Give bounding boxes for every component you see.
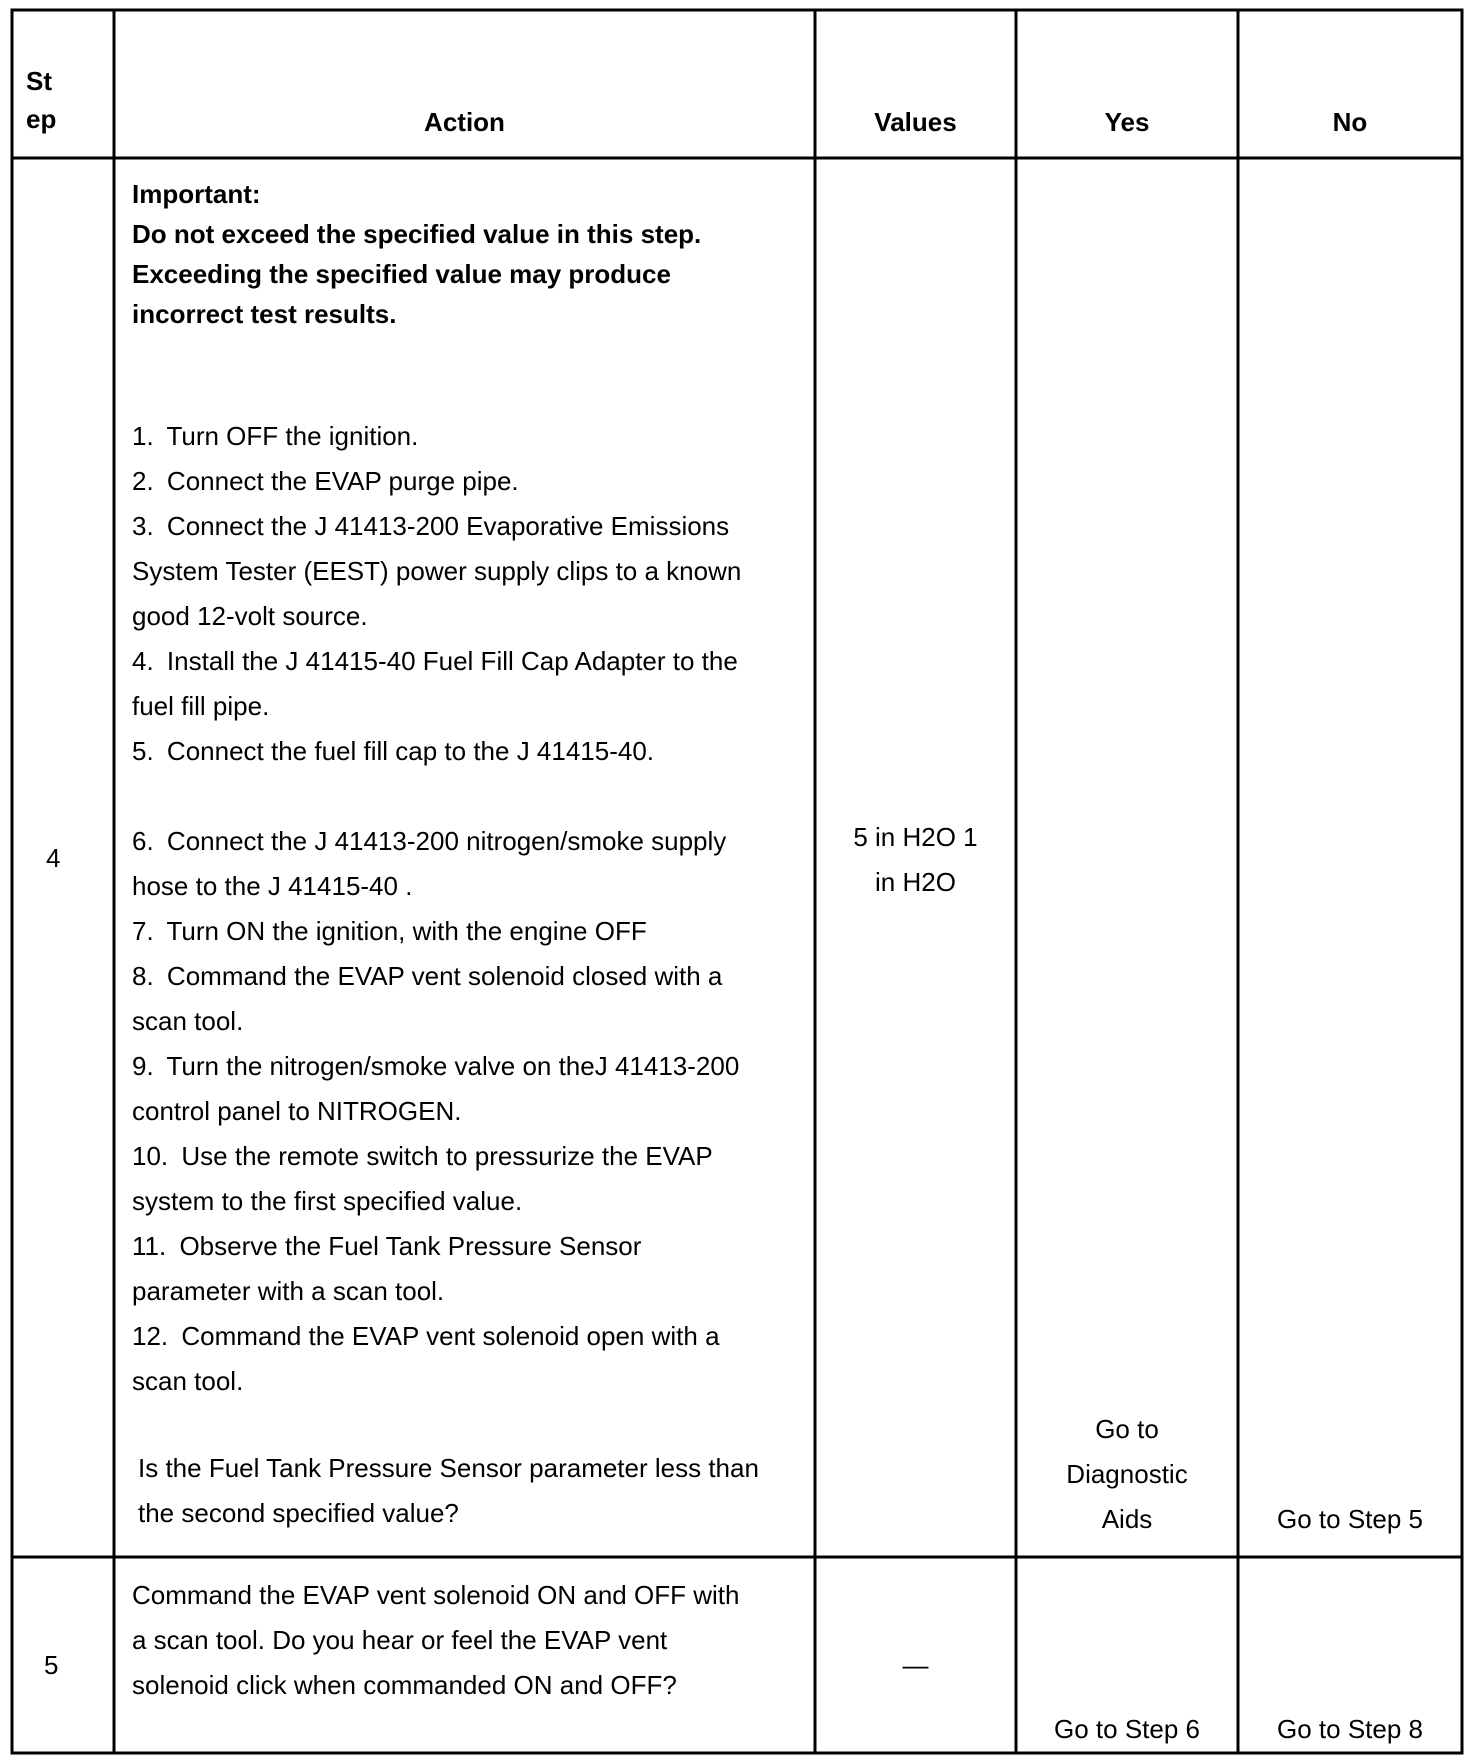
question-text: Is the Fuel Tank Pressure Sensor parameter less than the second specified value? bbox=[138, 1453, 759, 1528]
row-5-step: 5 bbox=[44, 1650, 59, 1680]
row-5-values: — bbox=[902, 1650, 929, 1680]
row-4-action bbox=[132, 174, 762, 1536]
header-yes: Yes bbox=[1104, 107, 1150, 137]
row-5-action: Command the EVAP vent solenoid ON and OFF with a scan tool. Do you hear or feel the EVAP vent solenoid click when commanded ON and OFF? bbox=[132, 1580, 740, 1700]
procedure-step: 6. Connect the J 41413-200 nitrogen/smoke supply hose to the J 41415-40 . bbox=[132, 826, 727, 901]
procedure-step: 1. Turn OFF the ignition. bbox=[132, 421, 419, 451]
row-5-no: Go to Step 8 bbox=[1277, 1714, 1423, 1744]
header-values: Values bbox=[874, 107, 957, 137]
important-line: incorrect test results. bbox=[132, 299, 397, 329]
important-line: Exceeding the specified value may produce bbox=[132, 259, 671, 289]
row-4-no: Go to Step 5 bbox=[1277, 1504, 1423, 1534]
important-line: Do not exceed the specified value in this step. bbox=[132, 219, 702, 249]
important-heading: Important: bbox=[132, 179, 261, 209]
header-no: No bbox=[1332, 107, 1368, 137]
procedure-step: 11. Observe the Fuel Tank Pressure Sensor parameter with a scan tool. bbox=[132, 1231, 642, 1306]
procedure-step: 5. Connect the fuel fill cap to the J 41415-40. bbox=[132, 736, 655, 766]
procedure-step: 10. Use the remote switch to pressurize the EVAP system to the first specified value. bbox=[132, 1141, 713, 1216]
procedure-step: 4. Install the J 41415-40 Fuel Fill Cap Adapter to the fuel fill pipe. bbox=[132, 646, 738, 721]
procedure-step: 9. Turn the nitrogen/smoke valve on theJ 41413-200 control panel to NITROGEN. bbox=[132, 1051, 740, 1126]
procedure-step: 3. Connect the J 41413-200 Evaporative Emissions System Tester (EEST) power supply clips to a known good 12-volt source. bbox=[132, 511, 742, 631]
procedure-step: 12. Command the EVAP vent solenoid open with a scan tool. bbox=[132, 1321, 720, 1396]
procedure-step: 8. Command the EVAP vent solenoid closed with a scan tool. bbox=[132, 961, 723, 1036]
header-action: Action bbox=[424, 107, 505, 137]
procedure-steps bbox=[132, 414, 762, 1404]
procedure-step: 7. Turn ON the ignition, with the engine OFF bbox=[132, 916, 647, 946]
procedure-step: 2. Connect the EVAP purge pipe. bbox=[132, 466, 519, 496]
row-4-values: 5 in H2O 1 in H2O bbox=[853, 822, 978, 897]
header-step: St ep bbox=[26, 66, 57, 134]
row-4-step: 4 bbox=[46, 843, 61, 873]
row-4-yes: Go to Diagnostic Aids bbox=[1066, 1414, 1188, 1534]
row-5-yes: Go to Step 6 bbox=[1054, 1714, 1200, 1744]
